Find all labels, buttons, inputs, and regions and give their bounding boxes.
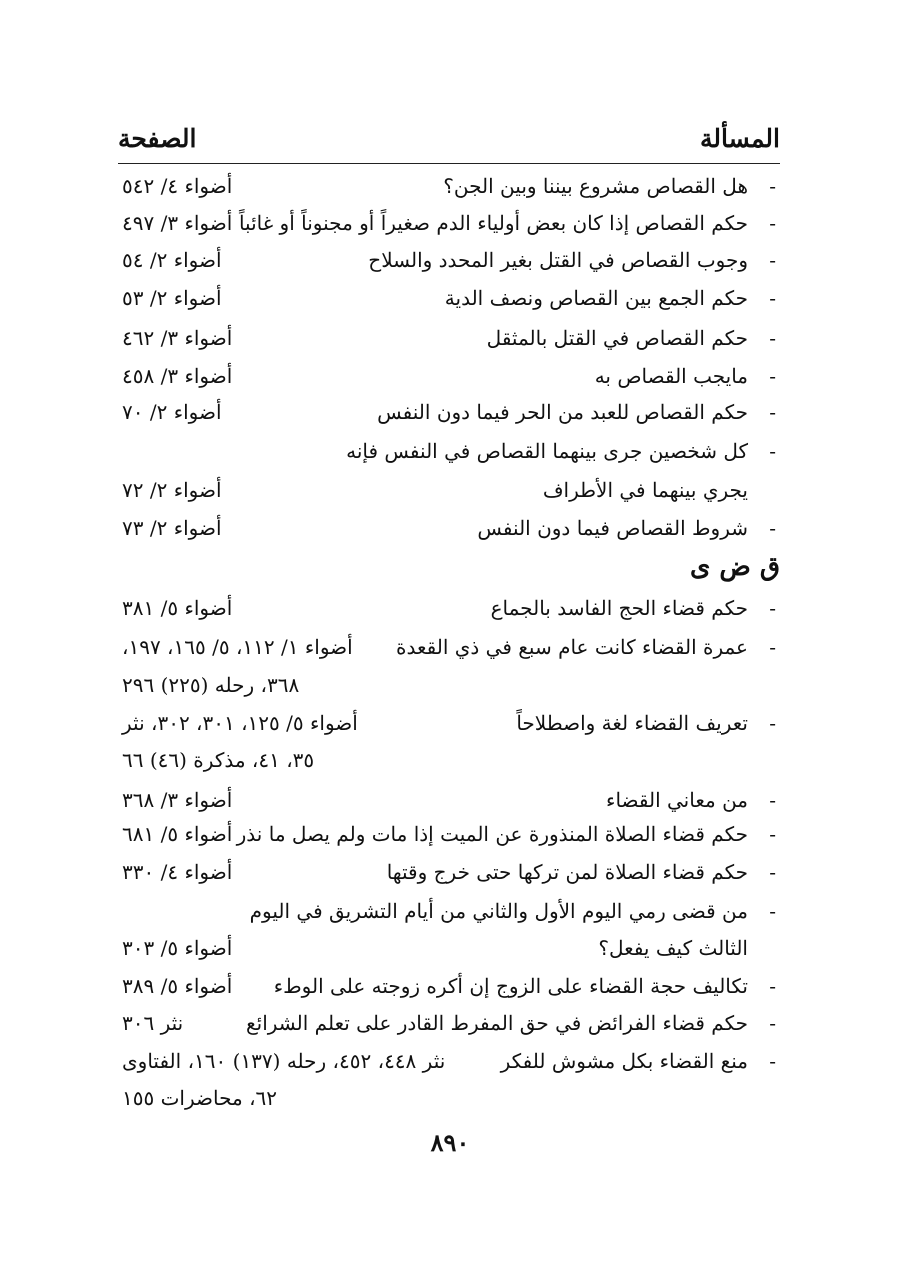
index-entry [118,244,780,276]
index-entry-continuation [118,932,780,964]
index-entry [118,207,780,239]
entry-dash: - [769,516,776,540]
entry-dash: - [769,1049,776,1073]
entry-reference: أضواء ٢/ ٥٣ [122,286,222,310]
index-entry [118,895,780,927]
entry-reference: أضواء ٣/ ٤٥٨ [122,364,233,388]
index-entry [118,512,780,544]
entry-dash: - [769,211,776,235]
entry-issue: شروط القصاص فيما دون النفس [477,516,748,540]
column-header [118,124,780,168]
index-entry [118,322,780,354]
entry-issue: وجوب القصاص في القتل بغير المحدد والسلاح [368,248,748,272]
entry-issue: حكم قضاء الحج الفاسد بالجماع [490,596,748,620]
entry-reference: أضواء ٥/ ٣٨١ [122,596,233,620]
entry-reference: أضواء ١/ ١١٢، ٥/ ١٦٥، ١٩٧، [122,635,353,659]
index-entry [118,360,780,392]
index-entry [118,396,780,428]
entry-issue: حكم القصاص في القتل بالمثقل [486,326,748,350]
entry-dash: - [769,596,776,620]
entry-dash: - [769,974,776,998]
entry-reference: أضواء ٢/ ٧٢ [122,478,222,502]
index-entry [118,592,780,624]
entry-dash: - [769,400,776,424]
entry-issue: تكاليف حجة القضاء على الزوج إن أكره زوجته على الوطء [273,974,748,998]
index-entry [118,1045,780,1077]
entry-issue: كل شخصين جرى بينهما القصاص في النفس فإنه [346,439,748,463]
reference-continuation [118,669,780,701]
entry-dash: - [769,899,776,923]
entry-reference: أضواء ٣/ ٤٩٧ [122,211,233,235]
entry-issue: حكم قضاء الصلاة المنذورة عن الميت إذا مات ولم يصل ما نذر [236,822,748,846]
entry-dash: - [769,788,776,812]
entry-dash: - [769,248,776,272]
entry-issue: حكم الجمع بين القصاص ونصف الدية [444,286,748,310]
reference-continuation [118,1082,780,1114]
entry-reference: نثر ٤٤٨، ٤٥٢، رحله (١٣٧) ١٦٠، الفتاوى [122,1049,446,1073]
index-entry [118,1007,780,1039]
index-entry [118,856,780,888]
entry-reference: أضواء ٣/ ٣٦٨ [122,788,233,812]
page-number: ٨٩٠ [430,1128,470,1157]
entry-dash: - [769,711,776,735]
entry-dash: - [769,822,776,846]
issue-column-title: المسألة [700,124,780,153]
entry-reference: أضواء ٢/ ٧٣ [122,516,222,540]
page-column-title: الصفحة [118,124,197,153]
entry-reference: أضواء ٥/ ٣٨٩ [122,974,233,998]
entry-reference: أضواء ٥/ ١٢٥، ٣٠١، ٣٠٢، نثر [122,711,358,735]
entry-dash: - [769,326,776,350]
index-entry [118,707,780,739]
reference-continuation [118,744,780,776]
index-entry [118,282,780,314]
index-entry [118,435,780,467]
entry-issue-continuation: الثالث كيف يفعل؟ [598,936,748,960]
entry-dash: - [769,439,776,463]
header-divider [118,163,780,164]
index-entry [118,818,780,850]
entry-reference: أضواء ٢/ ٥٤ [122,248,222,272]
index-entry [118,170,780,202]
entry-reference: أضواء ٤/ ٣٣٠ [122,860,233,884]
entry-issue: من قضى رمي اليوم الأول والثاني من أيام التشريق في اليوم [249,899,748,923]
index-entry-continuation [118,474,780,506]
entry-reference-continuation: ٣٦٨، رحله (٢٢٥) ٢٩٦ [122,673,300,697]
index-entry [118,784,780,816]
entry-reference: أضواء ٢/ ٧٠ [122,400,222,424]
entry-reference-continuation: ٦٢، محاضرات ١٥٥ [122,1086,278,1110]
entry-reference: أضواء ٥/ ٦٨١ [122,822,233,846]
entry-issue: منع القضاء بكل مشوش للفكر [500,1049,748,1073]
entry-issue: مايجب القصاص به [594,364,748,388]
entry-reference: نثر ٣٠٦ [122,1011,184,1035]
index-entry [118,631,780,663]
entry-issue: من معاني القضاء [606,788,748,812]
entry-dash: - [769,286,776,310]
entry-dash: - [769,364,776,388]
entry-reference-continuation: ٣٥، ٤١، مذكرة (٤٦) ٦٦ [122,748,315,772]
entry-issue: حكم قضاء الفرائض في حق المفرط القادر على تعلم الشرائع [246,1011,748,1035]
entry-issue: عمرة القضاء كانت عام سبع في ذي القعدة [396,635,748,659]
entry-issue: هل القصاص مشروع بيننا وبين الجن؟ [443,174,748,198]
entry-reference: أضواء ٣/ ٤٦٢ [122,326,233,350]
section-heading: ق ض ى [689,552,780,582]
entry-issue: تعريف القضاء لغة واصطلاحاً [516,711,748,735]
entry-dash: - [769,1011,776,1035]
entry-dash: - [769,174,776,198]
entry-reference: أضواء ٤/ ٥٤٢ [122,174,233,198]
entry-reference: أضواء ٥/ ٣٠٣ [122,936,233,960]
entry-issue: حكم القصاص إذا كان بعض أولياء الدم صغيراً أو مجنوناً أو غائباً [238,211,748,235]
entry-issue: حكم القصاص للعبد من الحر فيما دون النفس [377,400,748,424]
entry-dash: - [769,860,776,884]
entry-issue-continuation: يجري بينهما في الأطراف [542,478,748,502]
index-entry [118,970,780,1002]
entry-dash: - [769,635,776,659]
entry-issue: حكم قضاء الصلاة لمن تركها حتى خرج وقتها [386,860,748,884]
